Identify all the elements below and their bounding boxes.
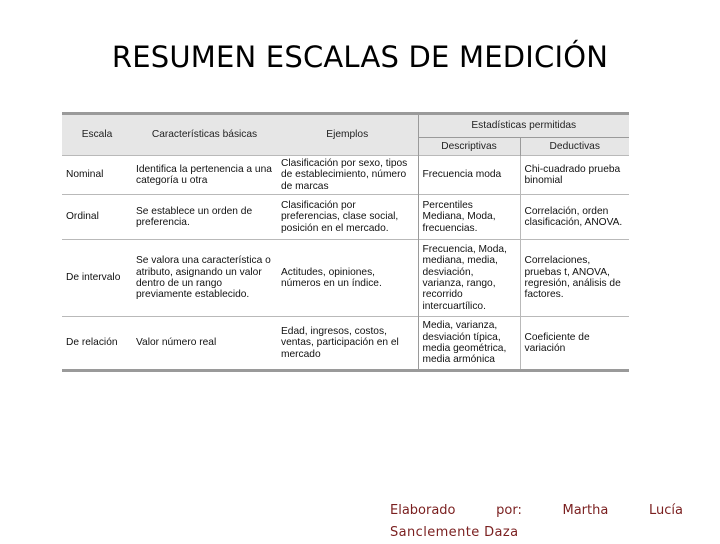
- cell-caracteristicas: Se establece un orden de preferencia.: [132, 195, 277, 240]
- cell-escala: Ordinal: [62, 195, 132, 240]
- cell-descriptivas: Frecuencia, Moda, mediana, media, desviación, varianza, rango, recorrido intercuartílico.: [418, 240, 520, 317]
- cell-descriptivas: Media, varianza, desviación típica, media geométrica, media armónica: [418, 317, 520, 370]
- credit-word-por: por:: [496, 503, 522, 518]
- table-bottom-rule: [62, 369, 629, 372]
- header-deductivas: Deductivas: [520, 138, 629, 156]
- cell-deductivas: Correlaciones, pruebas t, ANOVA, regresión, análisis de factores.: [520, 240, 629, 317]
- author-credit: [390, 500, 683, 544]
- header-ejemplos: Ejemplos: [277, 115, 418, 156]
- table-row: [62, 195, 629, 240]
- scales-table: [62, 112, 629, 372]
- cell-caracteristicas: Identifica la pertenencia a una categoría u otra: [132, 156, 277, 195]
- credit-line-1: [390, 500, 683, 522]
- header-estadisticas: Estadísticas permitidas: [418, 115, 629, 138]
- credit-word-martha: Martha: [562, 503, 609, 518]
- cell-escala: Nominal: [62, 156, 132, 195]
- credit-word-lucia: Lucía: [648, 503, 683, 518]
- cell-deductivas: Correlación, orden clasificación, ANOVA.: [520, 195, 629, 240]
- cell-descriptivas: Frecuencia moda: [418, 156, 520, 195]
- credit-word-elaborado: Elaborado: [390, 503, 456, 518]
- cell-ejemplos: Edad, ingresos, costos, ventas, participación en el mercado: [277, 317, 418, 370]
- table-row: [62, 240, 629, 317]
- table-row: [62, 317, 629, 370]
- cell-descriptivas: Percentiles Mediana, Moda, frecuencias.: [418, 195, 520, 240]
- header-caracteristicas: Características básicas: [132, 115, 277, 156]
- cell-ejemplos: Actitudes, opiniones, números en un índice.: [277, 240, 418, 317]
- header-descriptivas: Descriptivas: [418, 138, 520, 156]
- credit-line-2: Sanclemente Daza: [390, 525, 519, 540]
- cell-escala: De intervalo: [62, 240, 132, 317]
- header-escala: Escala: [62, 115, 132, 156]
- cell-caracteristicas: Valor número real: [132, 317, 277, 370]
- cell-caracteristicas: Se valora una característica o atributo, asignando un valor dentro de un rango previamente establecido.: [132, 240, 277, 317]
- cell-deductivas: Coeficiente de variación: [520, 317, 629, 370]
- cell-escala: De relación: [62, 317, 132, 370]
- cell-deductivas: Chi-cuadrado prueba binomial: [520, 156, 629, 195]
- slide-title: RESUMEN ESCALAS DE MEDICIÓN: [111, 40, 609, 74]
- cell-ejemplos: Clasificación por preferencias, clase social, posición en el mercado.: [277, 195, 418, 240]
- cell-ejemplos: Clasificación por sexo, tipos de establecimiento, número de marcas: [277, 156, 418, 195]
- table-row: [62, 156, 629, 195]
